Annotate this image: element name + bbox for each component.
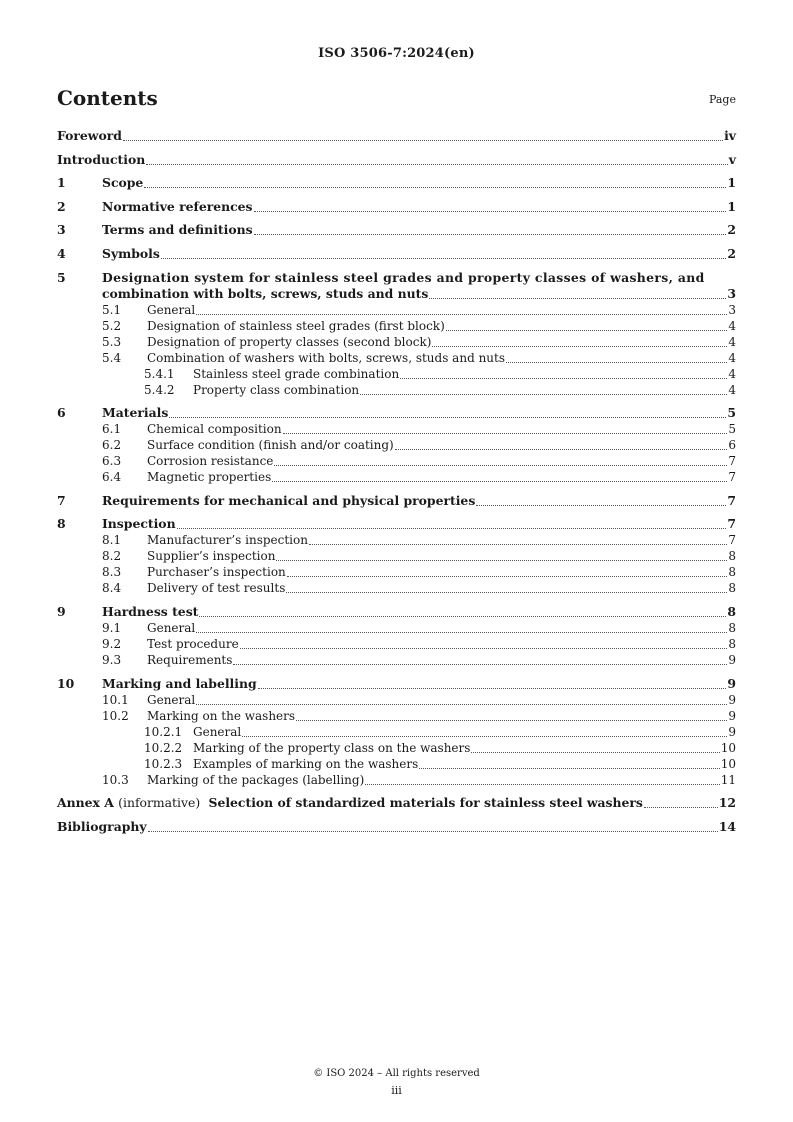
dot-leader (254, 234, 727, 235)
dot-leader (240, 648, 728, 649)
contents-heading: Contents (57, 86, 158, 110)
dot-leader (286, 592, 727, 593)
toc-entry-8-2[interactable] (57, 548, 736, 564)
toc-entry-10[interactable] (57, 676, 736, 692)
toc-entry-6-1[interactable] (57, 421, 736, 437)
toc-title (57, 795, 643, 811)
toc-title: Designation of property classes (second block) (147, 334, 432, 349)
toc-number: 8.1 (102, 533, 122, 548)
toc-page: 9 (728, 692, 736, 707)
toc-entry-2[interactable] (57, 199, 736, 215)
toc-number: 8.2 (102, 549, 122, 564)
toc-title: Combination of washers with bolts, screws, studs and nuts (147, 350, 506, 365)
dot-leader (196, 704, 727, 705)
toc-title: Marking of the packages (labelling) (147, 772, 365, 787)
dot-leader (144, 187, 726, 188)
toc-title: Property class combination (193, 382, 360, 397)
copyright-notice: © ISO 2024 – All rights reserved (313, 1068, 480, 1079)
dot-leader (360, 394, 727, 395)
toc-page: 3 (727, 285, 736, 301)
toc-entry-5-4[interactable] (57, 350, 736, 366)
toc-page: 5 (727, 405, 736, 421)
toc-number: 8 (57, 516, 66, 532)
dot-leader (644, 807, 718, 808)
toc-number: 6.1 (102, 422, 122, 437)
toc-page: 4 (728, 366, 736, 381)
toc-entry-annex-a[interactable] (57, 795, 736, 811)
dot-leader (177, 528, 727, 529)
dot-leader (196, 314, 727, 315)
toc-number: 5.4.2 (144, 382, 175, 397)
toc-entry-9-1[interactable] (57, 620, 736, 636)
toc-entry-8-1[interactable] (57, 532, 736, 548)
toc-title: Terms and definitions (102, 222, 253, 238)
toc-number: 10 (57, 675, 75, 691)
toc-page: 2 (727, 222, 736, 238)
toc-entry-9[interactable] (57, 604, 736, 620)
toc-number: 9.3 (102, 652, 122, 667)
annex-title: Selection of standardized materials for stainless steel washers (208, 795, 643, 811)
toc-entry-1[interactable] (57, 175, 736, 191)
dot-leader (471, 752, 719, 753)
annex-kind: (informative) (118, 795, 201, 811)
toc-title: Designation of stainless steel grades (first block) (147, 318, 445, 333)
toc-number: 1 (57, 175, 66, 191)
toc-page: 8 (728, 620, 736, 635)
toc-page: 8 (727, 603, 736, 619)
toc-entry-introduction[interactable] (57, 152, 736, 168)
toc-page: 7 (728, 454, 736, 469)
toc-title: Delivery of test results (147, 581, 286, 596)
toc-title: Inspection (102, 516, 176, 532)
toc-number: 10.3 (102, 772, 129, 787)
dot-leader (419, 768, 719, 769)
toc-number: 7 (57, 492, 66, 508)
toc-title: Magnetic properties (147, 470, 272, 485)
toc-page: 7 (728, 470, 736, 485)
toc-entry-5-4-1[interactable] (57, 366, 736, 382)
toc-entry-8-3[interactable] (57, 564, 736, 580)
toc-entry-5[interactable] (57, 270, 736, 302)
toc-page: 11 (720, 772, 736, 787)
toc-number: 6 (57, 405, 66, 421)
toc-title: Marking and labelling (102, 675, 257, 691)
toc-number: 10.2.2 (144, 740, 183, 755)
dot-leader (254, 211, 727, 212)
toc-number: 6.2 (102, 438, 122, 453)
toc-title: General (147, 302, 196, 317)
toc-page: 8 (728, 549, 736, 564)
toc-page: 9 (728, 724, 736, 739)
toc-title: Requirements (147, 652, 233, 667)
toc-page: 9 (727, 675, 736, 691)
toc-page: 2 (727, 245, 736, 261)
toc-number: 10.2.1 (144, 724, 183, 739)
toc-title: Bibliography (57, 818, 147, 834)
toc-entry-5-2[interactable] (57, 318, 736, 334)
toc-number: 9.1 (102, 620, 122, 635)
dot-leader (429, 298, 726, 299)
toc-title: Stainless steel grade combination (193, 366, 400, 381)
dot-leader (233, 664, 727, 665)
toc-entry-5-3[interactable] (57, 334, 736, 350)
toc-page: 10 (720, 740, 736, 755)
dot-leader (169, 417, 726, 418)
toc-page: 4 (728, 318, 736, 333)
table-of-contents (57, 128, 736, 835)
toc-title: Supplier’s inspection (147, 549, 276, 564)
toc-title: Chemical composition (147, 422, 282, 437)
toc-page: 7 (727, 492, 736, 508)
page-footer (0, 1068, 793, 1097)
toc-title-line1: Designation system for stainless steel grades and property classes of washers, and (102, 269, 705, 285)
dot-leader (196, 632, 727, 633)
toc-entry-5-4-2[interactable] (57, 382, 736, 398)
dot-leader (258, 688, 727, 689)
toc-entry-6-4[interactable] (57, 469, 736, 485)
toc-title: General (147, 620, 196, 635)
dot-leader (161, 258, 727, 259)
dot-leader (274, 465, 727, 466)
toc-title: General (193, 724, 242, 739)
toc-entry-5-1[interactable] (57, 302, 736, 318)
toc-page: 1 (727, 175, 736, 191)
toc-number: 4 (57, 245, 66, 261)
toc-number: 10.2 (102, 708, 129, 723)
toc-page: 6 (728, 438, 736, 453)
dot-leader (242, 736, 727, 737)
dot-leader (395, 449, 728, 450)
toc-title: Scope (102, 175, 144, 191)
toc-title: Examples of marking on the washers (193, 756, 419, 771)
toc-entry-8-4[interactable] (57, 580, 736, 596)
dot-leader (476, 505, 726, 506)
toc-number: 5.4.1 (144, 366, 175, 381)
toc-title-line2: combination with bolts, screws, studs and nuts (102, 285, 429, 301)
dot-leader (272, 481, 727, 482)
dot-leader (276, 560, 727, 561)
toc-entry-10-3[interactable] (57, 772, 736, 788)
toc-number: 9 (57, 603, 66, 619)
dot-leader (506, 362, 727, 363)
toc-page: 1 (727, 198, 736, 214)
toc-title: Test procedure (147, 636, 239, 651)
toc-number: 5.2 (102, 318, 122, 333)
toc-title: General (147, 692, 196, 707)
toc-title: Corrosion resistance (147, 454, 274, 469)
toc-number: 6.3 (102, 454, 122, 469)
dot-leader (309, 544, 727, 545)
toc-entry-7[interactable] (57, 493, 736, 509)
toc-page: 7 (728, 533, 736, 548)
toc-number: 5 (57, 269, 66, 285)
toc-page: 10 (720, 756, 736, 771)
toc-title: Symbols (102, 245, 160, 261)
toc-number: 3 (57, 222, 66, 238)
toc-title: Hardness test (102, 603, 199, 619)
dot-leader (400, 378, 727, 379)
toc-title: Manufacturer’s inspection (147, 533, 308, 548)
toc-page: 8 (728, 636, 736, 651)
toc-title: Marking on the washers (147, 708, 296, 723)
toc-entry-8[interactable] (57, 516, 736, 532)
toc-entry-6-2[interactable] (57, 437, 736, 453)
toc-page: iv (724, 128, 736, 143)
toc-entry-10-2-1[interactable] (57, 724, 736, 740)
toc-page: v (728, 151, 736, 167)
toc-number: 8.4 (102, 581, 122, 596)
dot-leader (148, 831, 718, 832)
toc-entry-foreword[interactable] (57, 128, 736, 144)
toc-page: 4 (728, 350, 736, 365)
toc-title: Foreword (57, 128, 122, 143)
toc-entry-6[interactable] (57, 405, 736, 421)
toc-entry-bibliography[interactable] (57, 819, 736, 835)
toc-page: 9 (728, 708, 736, 723)
toc-entry-9-2[interactable] (57, 636, 736, 652)
dot-leader (432, 346, 727, 347)
toc-entry-10-2[interactable] (57, 708, 736, 724)
toc-page: 14 (718, 818, 736, 834)
toc-page: 9 (728, 652, 736, 667)
dot-leader (446, 330, 728, 331)
dot-leader (199, 616, 726, 617)
toc-page: 7 (727, 516, 736, 532)
dot-leader (296, 720, 727, 721)
toc-page: 4 (728, 334, 736, 349)
toc-number: 5.4 (102, 350, 122, 365)
toc-title: Requirements for mechanical and physical properties (102, 492, 476, 508)
toc-number: 2 (57, 198, 66, 214)
toc-title: Purchaser’s inspection (147, 565, 286, 580)
toc-entry-9-3[interactable] (57, 652, 736, 668)
dot-leader (146, 164, 728, 165)
toc-title: Marking of the property class on the washers (193, 740, 471, 755)
toc-entry-4[interactable] (57, 246, 736, 262)
dot-leader (365, 784, 719, 785)
toc-page: 4 (728, 382, 736, 397)
toc-page: 8 (728, 581, 736, 596)
toc-title: Surface condition (finish and/or coating) (147, 438, 394, 453)
toc-number: 9.2 (102, 636, 122, 651)
toc-number: 5.3 (102, 334, 122, 349)
toc-number: 10.1 (102, 692, 129, 707)
dot-leader (123, 140, 723, 141)
toc-number: 5.1 (102, 302, 122, 317)
toc-page: 3 (728, 302, 736, 317)
page-column-label: Page (708, 93, 736, 106)
toc-page: 8 (728, 565, 736, 580)
document-header: ISO 3506-7:2024(en) (318, 46, 475, 61)
toc-number: 10.2.3 (144, 756, 183, 771)
toc-entry-10-2-3[interactable] (57, 756, 736, 772)
toc-number: 6.4 (102, 470, 122, 485)
toc-number: 8.3 (102, 565, 122, 580)
toc-page: 12 (718, 795, 736, 811)
dot-leader (283, 433, 728, 434)
toc-title: Introduction (57, 151, 146, 167)
toc-page: 5 (728, 422, 736, 437)
toc-entry-6-3[interactable] (57, 453, 736, 469)
toc-entry-3[interactable] (57, 222, 736, 238)
toc-title: Materials (102, 405, 169, 421)
dot-leader (287, 576, 728, 577)
toc-title: Normative references (102, 198, 253, 214)
page-number: iii (391, 1084, 402, 1097)
toc-entry-10-2-2[interactable] (57, 740, 736, 756)
annex-prefix: Annex A (57, 795, 114, 811)
toc-entry-10-1[interactable] (57, 692, 736, 708)
